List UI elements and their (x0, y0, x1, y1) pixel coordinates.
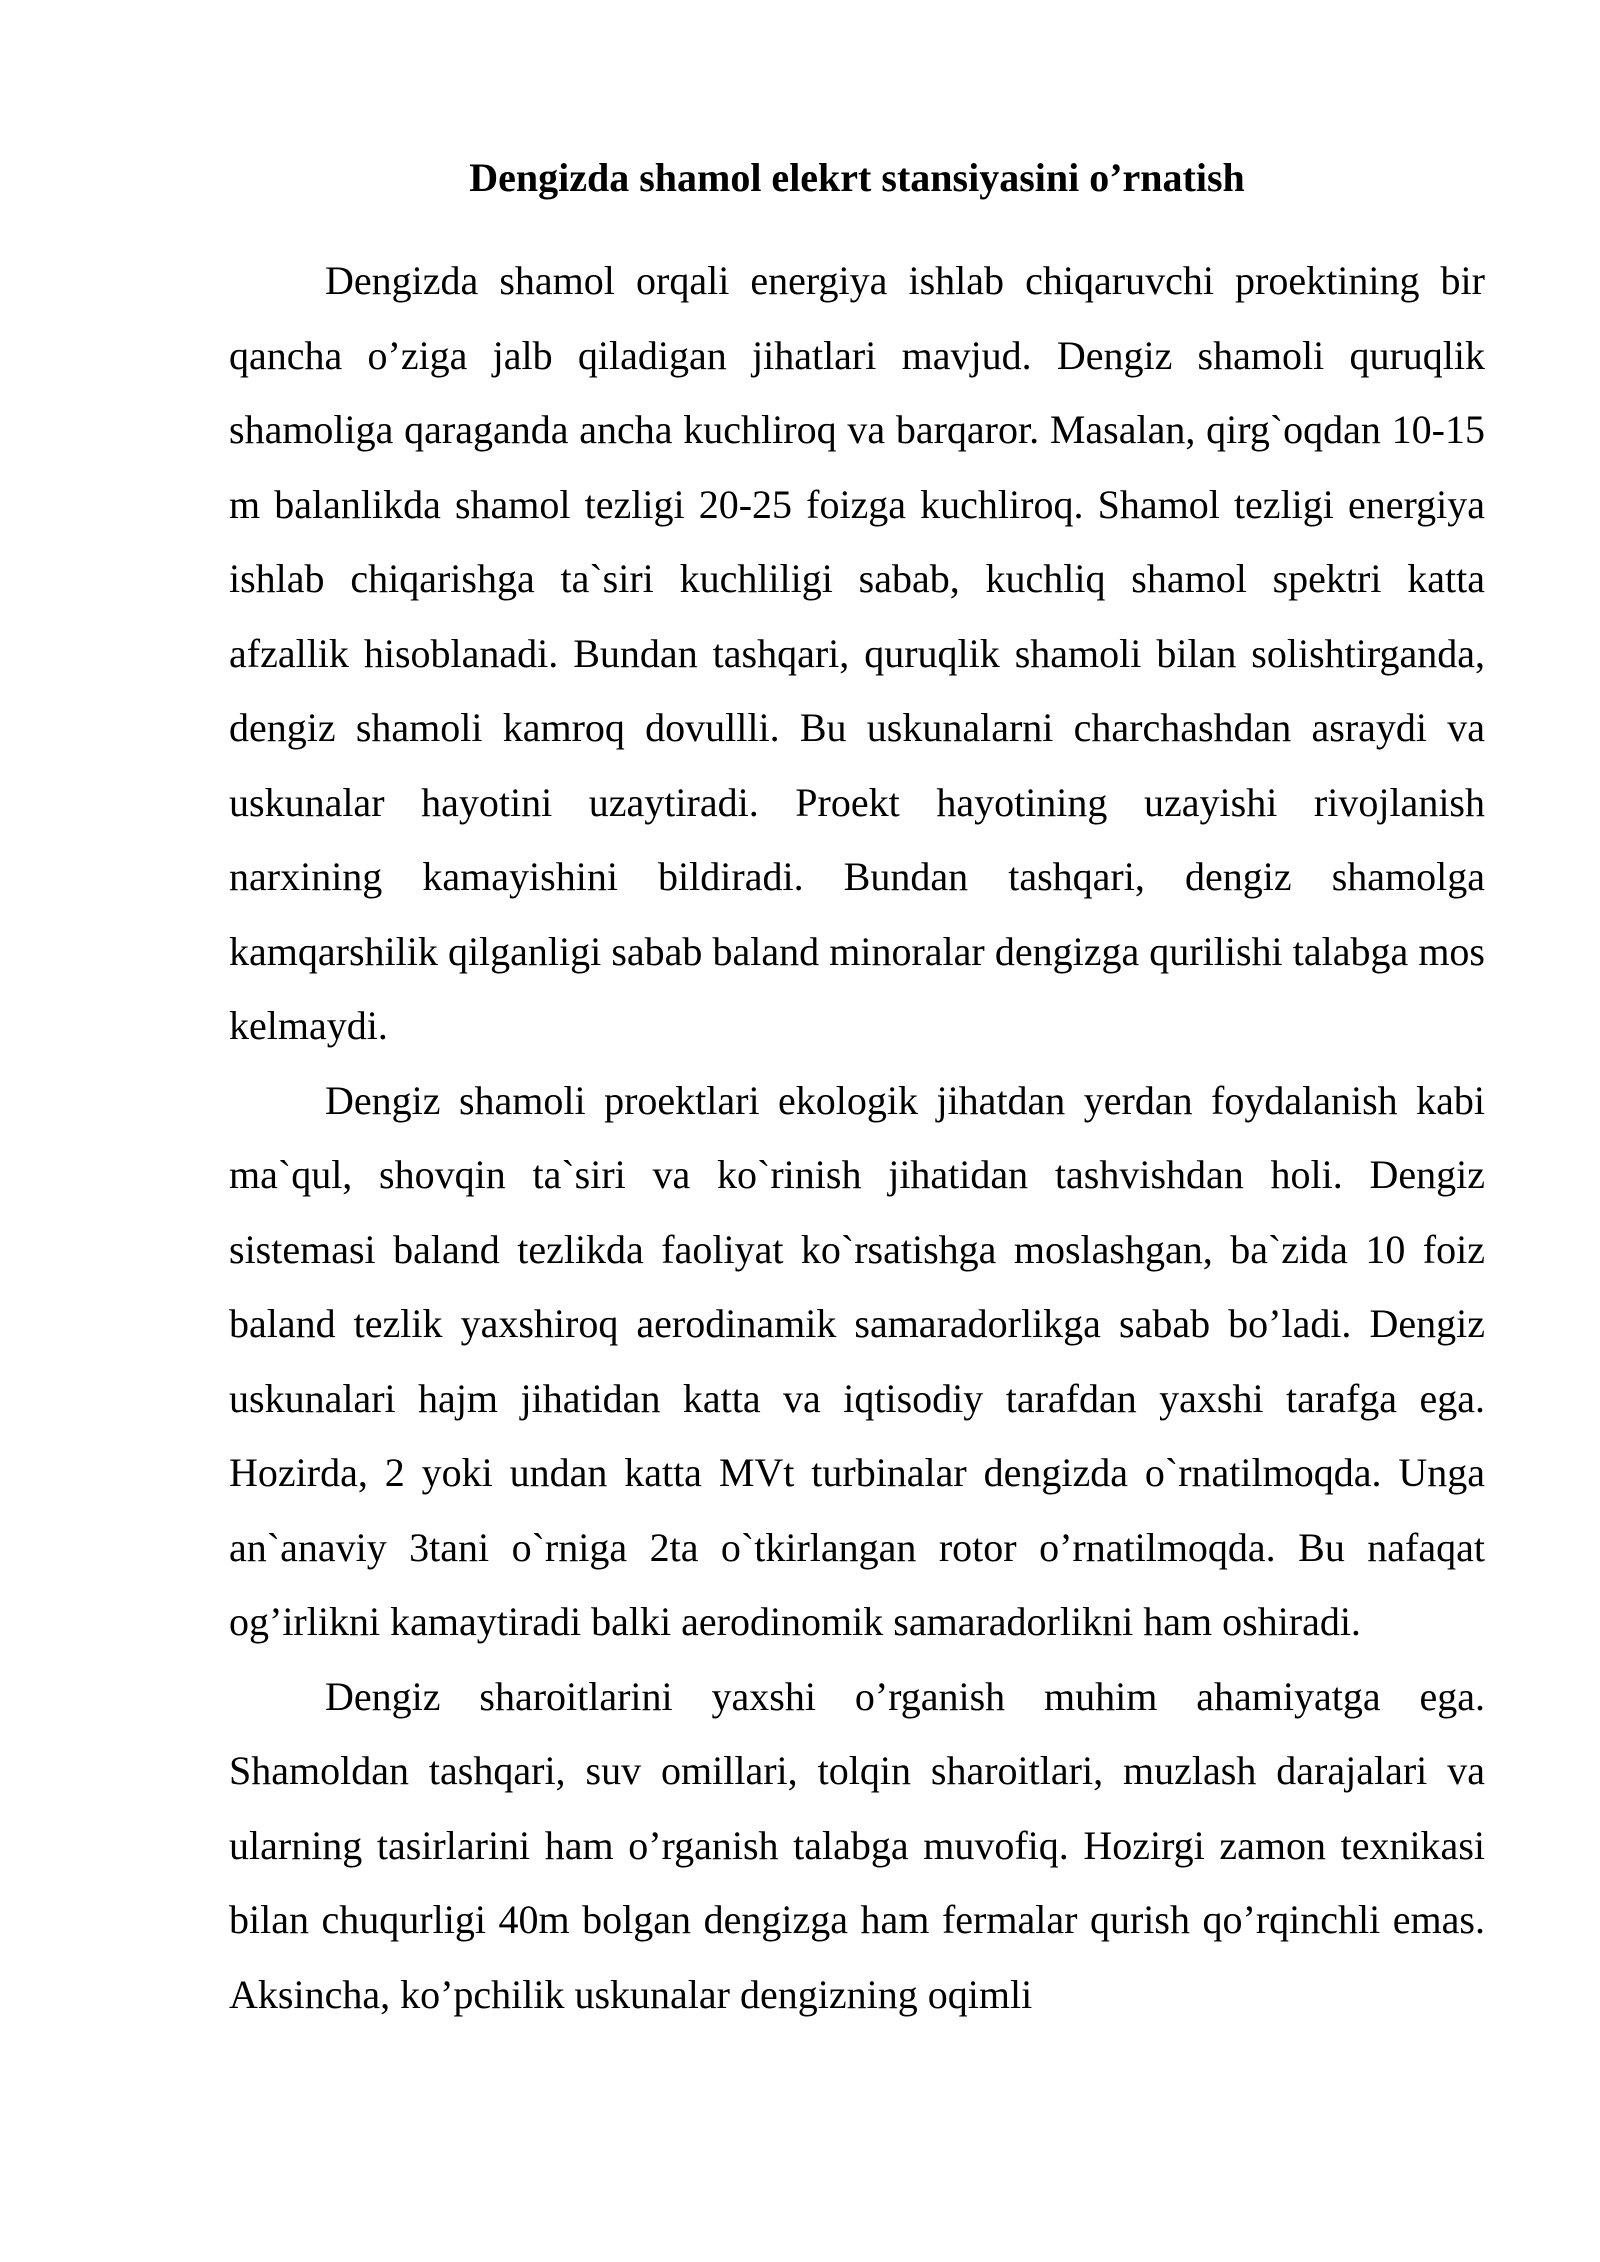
document-title: Dengizda shamol elekrt stansiyasini o’rnatish (469, 155, 1245, 200)
document-body (229, 244, 1485, 2032)
paragraph-3: Dengiz sharoitlarini yaxshi o’rganish muhim ahamiyatga ega. Shamoldan tashqari, suv omillari, tolqin sharoitlari, muzlash darajalari va ularning tasirlarini ham o’rganish talabga muvofiq. Hozirgi zamon texnikasi bilan chuqurligi 40m bolgan dengizga ham fermalar qurish qo’rqinchli emas. Aksincha, ko’pchilik uskunalar dengizning oqimli (229, 1673, 1485, 2017)
paragraph-2: Dengiz shamoli proektlari ekologik jihatdan yerdan foydalanish kabi ma`qul, shovqin ta`siri va ko`rinish jihatidan tashvishdan holi. Dengiz sistemasi baland tezlikda faoliyat ko`rsatishga moslashgan, ba`zida 10 foiz baland tezlik yaxshiroq aerodinamik samaradorlikga sabab bo’ladi. Dengiz uskunalari hajm jihatidan katta va iqtisodiy tarafdan yaxshi tarafga ega. Hozirda, 2 yoki undan katta MVt turbinalar dengizda o`rnatilmoqda. Unga an`anaviy 3tani o`rniga 2ta o`tkirlangan rotor o’rnatilmoqda. Bu nafaqat og’irlikni kamaytiradi balki aerodinomik samaradorlikni ham oshiradi. (229, 1077, 1485, 1644)
paragraph-1: Dengizda shamol orqali energiya ishlab chiqaruvchi proektining bir qancha o’ziga jalb qiladigan jihatlari mavjud. Dengiz shamoli quruqlik shamoliga qaraganda ancha kuchliroq va barqaror. Masalan, qirg`oqdan 10-15 m balanlikda shamol tezligi 20-25 foizga kuchliroq. Shamol tezligi energiya ishlab chiqarishga ta`siri kuchliligi sabab, kuchliq shamol spektri katta afzallik hisoblanadi. Bundan tashqari, quruqlik shamoli bilan solishtirganda, dengiz shamoli kamroq dovullli. Bu uskunalarni charchashdan asraydi va uskunalar hayotini uzaytiradi. Proekt hayotining uzayishi rivojlanish narxining kamayishini bildiradi. Bundan tashqari, dengiz shamolga kamqarshilik qilganligi sabab baland minoralar dengizga qurilishi talabga mos kelmaydi. (229, 258, 1485, 1048)
